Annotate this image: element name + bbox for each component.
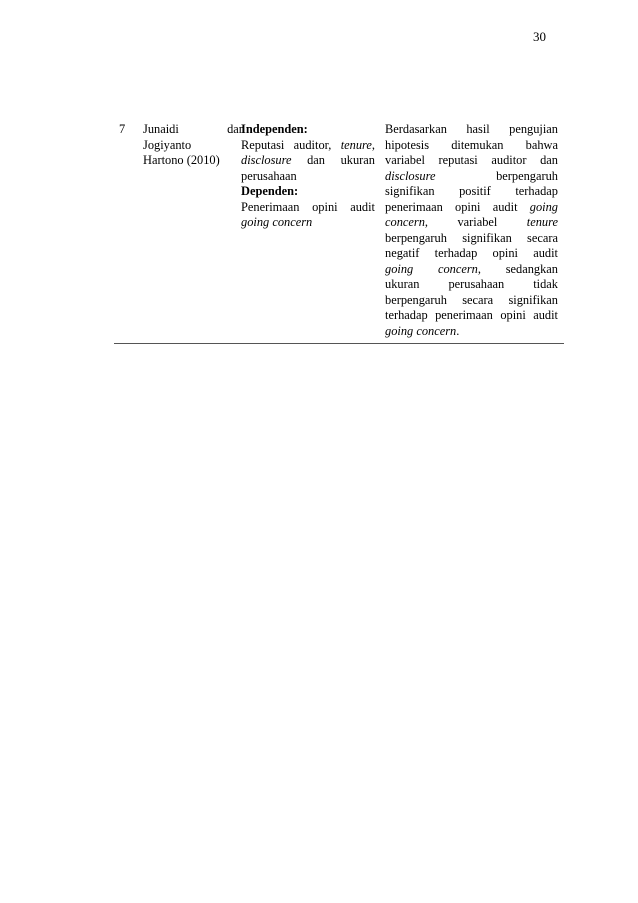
- italic-term: tenure: [526, 215, 558, 229]
- author-cell: [143, 122, 245, 169]
- author-line: Junaidi dan: [143, 122, 245, 136]
- dependent-label: Dependen:: [241, 184, 299, 198]
- text-line: negatif terhadap opini audit: [385, 246, 558, 260]
- italic-term: tenure: [340, 137, 372, 152]
- text-line: hipotesis ditemukan bahwa: [385, 137, 558, 152]
- italic-term: going: [529, 199, 558, 214]
- italic-term: going concern: [385, 323, 457, 338]
- text-line: Berdasarkan hasil pengujian: [385, 122, 558, 136]
- text-line: signifikan positif terhadap: [385, 184, 558, 198]
- row-number: 7: [119, 122, 126, 136]
- text-line: going concern, sedangkan: [385, 261, 558, 276]
- variables-cell: [241, 122, 375, 231]
- table-bottom-rule: [114, 343, 564, 344]
- text-line: variabel reputasi auditor dan: [385, 153, 558, 167]
- text-line: going concern.: [385, 323, 460, 338]
- italic-term: concern: [385, 215, 425, 229]
- page-number: 30: [533, 29, 546, 44]
- independent-text: [241, 138, 375, 185]
- italic-term: going concern: [241, 215, 313, 229]
- text-line: berpengaruh signifikan secara: [385, 230, 558, 245]
- author-line: Hartono (2010): [143, 153, 220, 167]
- text-line: Penerimaan opini audit: [241, 199, 375, 214]
- independent-label: Independen:: [241, 122, 308, 136]
- text-line: concern, variabel tenure: [385, 215, 558, 229]
- italic-term: going concern: [385, 261, 478, 276]
- text-line: disclosure dan ukuran: [241, 153, 375, 167]
- dependent-text: [241, 200, 375, 231]
- text-line: ukuran perusahaan tidak: [385, 277, 558, 291]
- text-line: [241, 215, 375, 231]
- text-line: berpengaruh secara signifikan: [385, 292, 558, 307]
- text-line: Reputasi auditor, tenure,: [241, 137, 375, 152]
- italic-term: disclosure: [241, 153, 292, 167]
- text-line: penerimaan opini audit going: [385, 199, 558, 214]
- text-line: disclosure berpengaruh: [385, 168, 558, 183]
- italic-term: disclosure: [385, 168, 436, 183]
- text-line: perusahaan: [241, 168, 297, 183]
- text-line: terhadap penerimaan opini audit: [385, 308, 558, 322]
- result-cell: [385, 122, 558, 339]
- author-line: Jogiyanto: [143, 137, 192, 152]
